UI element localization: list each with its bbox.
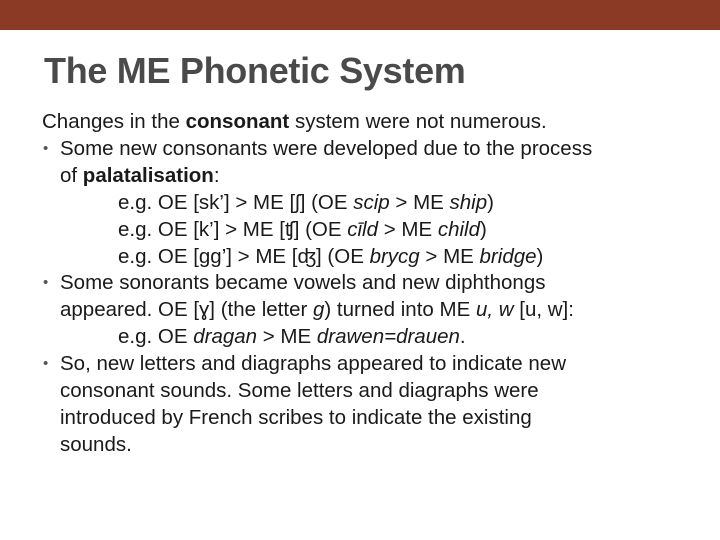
example-text: ) <box>479 217 487 241</box>
bullet-3-continuation: consonant sounds. Some letters and diagraphs were <box>60 379 539 403</box>
example-text: . <box>459 325 466 349</box>
example-text: ) <box>487 190 494 214</box>
example-oe-word: dragan <box>193 325 258 349</box>
bullet-dot: • <box>43 274 49 292</box>
bullet-3-continuation: sounds. <box>60 432 132 456</box>
example-text: e.g. OE [k’] > ME [ʧ] (OE <box>118 217 348 241</box>
bullet-dot: • <box>43 139 49 157</box>
bullet-1-continuation <box>42 163 702 190</box>
bullet-dot: • <box>43 355 49 373</box>
bullet-1-text: Some new consonants were developed due to the process <box>60 136 593 160</box>
intro-line <box>42 109 702 136</box>
letter-g: g <box>313 298 325 322</box>
example-text: e.g. OE [sk’] > ME [ʃ] (OE <box>118 190 354 214</box>
example-4 <box>42 324 702 351</box>
bullet-2-text-3: ) turned into ME <box>324 298 476 322</box>
example-me-word: bridge <box>479 244 537 268</box>
top-accent-bar <box>0 0 720 30</box>
example-3 <box>42 244 702 271</box>
bullet-3-text: So, new letters and diagraphs appeared to indicate new <box>60 352 567 376</box>
slide-body <box>42 109 702 459</box>
intro-bold-term: consonant <box>185 110 290 133</box>
bullet-2-continuation <box>42 297 702 324</box>
example-me-word: ship <box>449 190 488 214</box>
bullet-1 <box>42 136 702 163</box>
intro-text: Changes in the <box>42 110 186 133</box>
example-text: e.g. OE <box>118 325 194 349</box>
letters-u-w: u, w <box>475 298 514 322</box>
palatalisation-term: palatalisation <box>82 163 214 187</box>
example-text: > ME <box>389 190 450 214</box>
example-text: ) <box>536 244 544 268</box>
bullet-3-continuation: introduced by French scribes to indicate the existing <box>60 405 532 429</box>
example-text: > ME <box>419 244 480 268</box>
bullet-2-text-2: appeared. OE [ɣ] (the letter <box>60 298 313 322</box>
example-oe-word: brycg <box>369 244 420 268</box>
example-oe-word: cīld <box>347 217 378 241</box>
bullet-3 <box>42 351 702 378</box>
bullet-2-text: Some sonorants became vowels and new diphthongs <box>60 271 546 295</box>
bullet-1-colon: : <box>213 163 220 187</box>
example-1 <box>42 190 702 217</box>
bullet-2 <box>42 270 702 297</box>
example-text: e.g. OE [gg’] > ME [ʤ] (OE <box>118 244 370 268</box>
example-me-word: child <box>437 217 480 241</box>
example-me-word: drawen=drauen <box>316 325 460 349</box>
example-text: > ME <box>257 325 317 349</box>
slide-title: The ME Phonetic System <box>44 50 466 91</box>
example-text: > ME <box>378 217 438 241</box>
bullet-1-text-2: of <box>60 163 83 187</box>
intro-text-end: system were not numerous. <box>289 110 547 133</box>
example-2 <box>42 217 702 244</box>
example-oe-word: scip <box>353 190 390 214</box>
bullet-2-text-4: [u, w]: <box>513 298 574 322</box>
